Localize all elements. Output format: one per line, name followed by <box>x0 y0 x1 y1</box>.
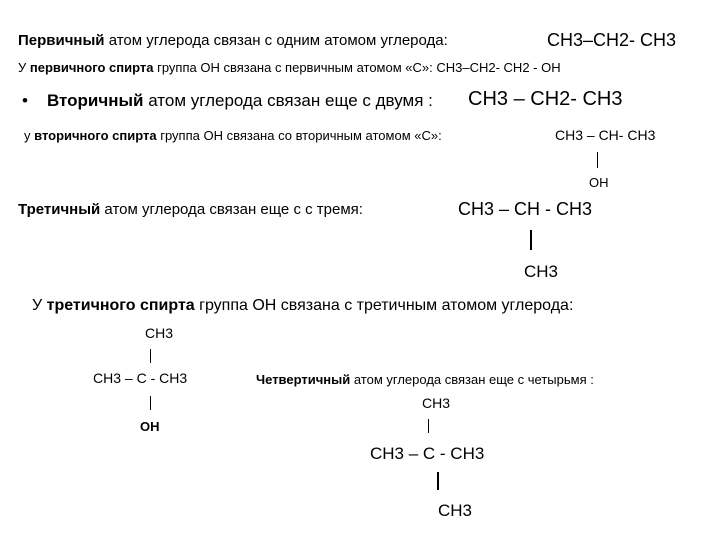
secondary-bullet: • <box>22 91 28 110</box>
secondary-alcohol-prefix: у <box>24 128 35 143</box>
primary-description: атом углерода связан с одним атомом углерода: <box>104 32 448 49</box>
primary-formula: СН3–СН2- СН3 <box>547 30 677 50</box>
secondary-formula: СН3 – СН2- СН3 <box>468 88 623 110</box>
tertiary-branch: СН3 <box>524 262 559 281</box>
tertiary-alcohol-prefix: У <box>32 297 47 314</box>
secondary-term: Вторичный <box>47 91 144 110</box>
tertiary-bond <box>530 230 532 250</box>
secondary-alcohol-oh: ОН <box>589 175 609 190</box>
tertiary-alcohol-term: третичного спирта <box>46 297 195 314</box>
primary-alcohol-formula: СН3–СН2- СН2 - ОН <box>436 60 561 75</box>
primary-alcohol-text <box>18 61 561 74</box>
quaternary-bond-top <box>428 419 429 433</box>
secondary-alcohol-text <box>24 129 442 142</box>
quaternary-term: Четвертичный <box>256 372 351 387</box>
primary-alcohol-prefix: У <box>18 60 30 75</box>
tertiary-alcohol-bond-bottom <box>150 396 151 410</box>
tertiary-alcohol-text <box>32 298 573 314</box>
quaternary-text <box>256 373 594 386</box>
quaternary-description: атом углерода связан еще с четырьмя : <box>350 372 594 387</box>
primary-text <box>18 33 448 48</box>
primary-term: Первичный <box>18 32 105 49</box>
secondary-alcohol-description: группа ОН связана со вторичным атомом «С»: <box>156 128 442 143</box>
tertiary-alcohol-main: СН3 – С - СН3 <box>93 370 188 386</box>
tertiary-text <box>18 202 363 217</box>
tertiary-alcohol-bond-top <box>150 349 151 363</box>
primary-alcohol-term: первичного спирта <box>29 60 154 75</box>
quaternary-main: СН3 – С - СН3 <box>370 444 485 463</box>
tertiary-alcohol-oh: ОН <box>140 419 160 434</box>
secondary-alcohol-bond <box>597 152 598 168</box>
quaternary-bottom: СН3 <box>438 501 473 520</box>
quaternary-bond-bottom <box>437 472 439 490</box>
primary-alcohol-description: группа ОН связана с первичным атомом «С»: <box>153 60 437 75</box>
tertiary-formula: СН3 – СН - СН3 <box>458 199 593 219</box>
tertiary-alcohol-top: СН3 <box>145 325 174 341</box>
secondary-text <box>47 92 433 109</box>
tertiary-description: атом углерода связан еще с с тремя: <box>100 201 363 218</box>
quaternary-top: СН3 <box>422 395 451 411</box>
secondary-description: атом углерода связан еще с двумя : <box>143 91 433 110</box>
tertiary-term: Третичный <box>18 201 101 218</box>
tertiary-alcohol-description: группа ОН связана с третичным атомом углерода: <box>194 297 574 314</box>
secondary-alcohol-term: вторичного спирта <box>34 128 157 143</box>
secondary-alcohol-formula: СН3 – СН- СН3 <box>555 127 656 143</box>
